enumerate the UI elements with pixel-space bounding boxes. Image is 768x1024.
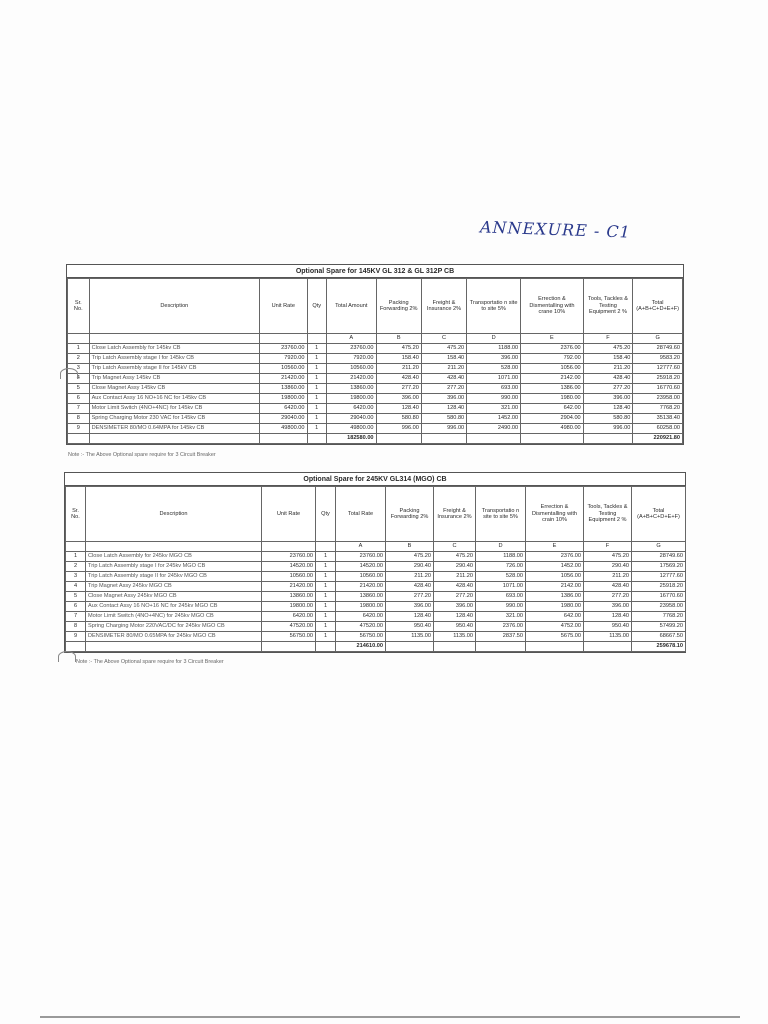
freight-cell: 1135.00 bbox=[434, 632, 476, 642]
qty-cell: 1 bbox=[316, 552, 336, 562]
qty-cell: 1 bbox=[316, 592, 336, 602]
freight-cell: 428.40 bbox=[434, 582, 476, 592]
erection-cell: 792.00 bbox=[521, 354, 584, 364]
qty-cell: 1 bbox=[316, 582, 336, 592]
transport-cell: 2490.00 bbox=[467, 424, 521, 434]
total-cell: 28749.60 bbox=[632, 552, 686, 562]
total-cell: 12777.60 bbox=[633, 364, 683, 374]
col-sr-no: Sr. No. bbox=[68, 279, 90, 334]
freight-cell: 950.40 bbox=[434, 622, 476, 632]
grand-total-cell: 259678.10 bbox=[632, 642, 686, 652]
column-letter: B bbox=[376, 334, 421, 344]
qty-cell: 1 bbox=[316, 612, 336, 622]
description-cell: Motor Limit Switch (4NO+4NC) for 245kv MGO CB bbox=[86, 612, 262, 622]
table-row bbox=[66, 622, 686, 632]
total-cell: 68667.50 bbox=[632, 632, 686, 642]
column-letter bbox=[86, 542, 262, 552]
total-cell: 7768.20 bbox=[633, 404, 683, 414]
column-letter: F bbox=[583, 334, 633, 344]
erection-cell: 2142.00 bbox=[526, 582, 584, 592]
tools-cell: 1135.00 bbox=[584, 632, 632, 642]
column-letter bbox=[307, 334, 326, 344]
tools-cell: 950.40 bbox=[584, 622, 632, 632]
empty-cell bbox=[584, 642, 632, 652]
amount-cell: 6420.00 bbox=[326, 404, 376, 414]
column-letter: D bbox=[476, 542, 526, 552]
empty-cell bbox=[68, 434, 90, 444]
qty-cell: 1 bbox=[307, 344, 326, 354]
qty-cell: 1 bbox=[316, 572, 336, 582]
table-row bbox=[68, 404, 683, 414]
sum-row bbox=[66, 642, 686, 652]
amount-cell: 29040.00 bbox=[326, 414, 376, 424]
total-cell: 25918.20 bbox=[633, 374, 683, 384]
col-qty: Qty bbox=[316, 487, 336, 542]
freight-cell: 580.80 bbox=[421, 414, 466, 424]
erection-cell: 1386.00 bbox=[521, 384, 584, 394]
qty-cell: 1 bbox=[307, 424, 326, 434]
erection-cell: 5675.00 bbox=[526, 632, 584, 642]
erection-cell: 2142.00 bbox=[521, 374, 584, 384]
table-row bbox=[68, 374, 683, 384]
tools-cell: 475.20 bbox=[584, 552, 632, 562]
total-cell: 35138.40 bbox=[633, 414, 683, 424]
tools-cell: 277.20 bbox=[583, 384, 633, 394]
transport-cell: 2376.00 bbox=[476, 622, 526, 632]
sr-no-cell: 6 bbox=[68, 394, 90, 404]
packing-cell: 1135.00 bbox=[386, 632, 434, 642]
empty-cell bbox=[526, 642, 584, 652]
transport-cell: 1452.00 bbox=[467, 414, 521, 424]
description-cell: Trip Magnet Assy 245kv MGO CB bbox=[86, 582, 262, 592]
col-unit-rate: Unit Rate bbox=[262, 487, 316, 542]
sum-amount-cell: 182580.00 bbox=[326, 434, 376, 444]
col-sr-no: Sr. No. bbox=[66, 487, 86, 542]
transport-cell: 1188.00 bbox=[467, 344, 521, 354]
sr-no-cell: 5 bbox=[66, 592, 86, 602]
qty-cell: 1 bbox=[316, 562, 336, 572]
description-cell: DENSIMETER 80/MO 0.64MPA for 145kv CB bbox=[89, 424, 259, 434]
unit-rate-cell: 21420.00 bbox=[260, 374, 307, 384]
col-packing: Packing Forwarding 2% bbox=[376, 279, 421, 334]
erection-cell: 1452.00 bbox=[526, 562, 584, 572]
qty-cell: 1 bbox=[307, 364, 326, 374]
packing-cell: 158.40 bbox=[376, 354, 421, 364]
column-letter-row bbox=[66, 542, 686, 552]
empty-cell bbox=[260, 434, 307, 444]
freight-cell: 158.40 bbox=[421, 354, 466, 364]
sr-no-cell: 3 bbox=[68, 364, 90, 374]
erection-cell: 2904.00 bbox=[521, 414, 584, 424]
table-row bbox=[66, 572, 686, 582]
sr-no-cell: 5 bbox=[68, 384, 90, 394]
empty-cell bbox=[376, 434, 421, 444]
amount-cell: 23760.00 bbox=[326, 344, 376, 354]
col-qty: Qty bbox=[307, 279, 326, 334]
unit-rate-cell: 10560.00 bbox=[262, 572, 316, 582]
total-cell: 60258.00 bbox=[633, 424, 683, 434]
column-letter: C bbox=[434, 542, 476, 552]
table-row bbox=[68, 354, 683, 364]
column-letter bbox=[68, 334, 90, 344]
amount-cell: 13860.00 bbox=[336, 592, 386, 602]
freight-cell: 277.20 bbox=[434, 592, 476, 602]
table2-note: Note :- The Above Optional spare require for 3 Circuit Breaker bbox=[76, 659, 224, 665]
column-letter bbox=[316, 542, 336, 552]
packing-cell: 128.40 bbox=[376, 404, 421, 414]
punch-hole-mark bbox=[60, 368, 78, 379]
qty-cell: 1 bbox=[307, 384, 326, 394]
description-cell: Close Latch Assembly for 245kv MGO CB bbox=[86, 552, 262, 562]
sr-no-cell: 4 bbox=[68, 374, 90, 384]
transport-cell: 321.00 bbox=[467, 404, 521, 414]
total-cell: 17569.20 bbox=[632, 562, 686, 572]
column-letter bbox=[260, 334, 307, 344]
table-caption: Optional Spare for 245KV GL314 (MGO) CB bbox=[65, 473, 685, 486]
spare-table bbox=[65, 486, 686, 652]
column-letter: G bbox=[632, 542, 686, 552]
column-letter: E bbox=[521, 334, 584, 344]
tools-cell: 428.40 bbox=[583, 374, 633, 384]
col-packing: Packing Forwarding 2% bbox=[386, 487, 434, 542]
col-transport: Transportatio n site to site 5% bbox=[476, 487, 526, 542]
amount-cell: 7920.00 bbox=[326, 354, 376, 364]
tools-cell: 128.40 bbox=[583, 404, 633, 414]
col-tools: Tools, Tackles & Testing Equipment 2 % bbox=[583, 279, 633, 334]
packing-cell: 950.40 bbox=[386, 622, 434, 632]
tools-cell: 396.00 bbox=[584, 602, 632, 612]
sr-no-cell: 6 bbox=[66, 602, 86, 612]
column-letter-row bbox=[68, 334, 683, 344]
total-cell: 9583.20 bbox=[633, 354, 683, 364]
unit-rate-cell: 7920.00 bbox=[260, 354, 307, 364]
erection-cell: 642.00 bbox=[526, 612, 584, 622]
column-letter bbox=[262, 542, 316, 552]
transport-cell: 990.00 bbox=[476, 602, 526, 612]
packing-cell: 211.20 bbox=[386, 572, 434, 582]
unit-rate-cell: 56750.00 bbox=[262, 632, 316, 642]
erection-cell: 4752.00 bbox=[526, 622, 584, 632]
packing-cell: 277.20 bbox=[376, 384, 421, 394]
qty-cell: 1 bbox=[307, 404, 326, 414]
tools-cell: 428.40 bbox=[584, 582, 632, 592]
tools-cell: 475.20 bbox=[583, 344, 633, 354]
column-letter: B bbox=[386, 542, 434, 552]
transport-cell: 1188.00 bbox=[476, 552, 526, 562]
freight-cell: 475.20 bbox=[434, 552, 476, 562]
amount-cell: 19800.00 bbox=[326, 394, 376, 404]
sum-row bbox=[68, 434, 683, 444]
empty-cell bbox=[521, 434, 584, 444]
erection-cell: 1056.00 bbox=[521, 364, 584, 374]
description-cell: Aux Contact Assy 16 NO+16 NC for 245kv MGO CB bbox=[86, 602, 262, 612]
amount-cell: 23760.00 bbox=[336, 552, 386, 562]
description-cell: Trip Latch Assembly stage I for 145kv CB bbox=[89, 354, 259, 364]
annexure-label: ANNEXURE - C1 bbox=[479, 217, 632, 242]
tools-cell: 580.80 bbox=[583, 414, 633, 424]
tools-cell: 396.00 bbox=[583, 394, 633, 404]
packing-cell: 290.40 bbox=[386, 562, 434, 572]
description-cell: Spring Charging Motor 230 VAC for 145kv CB bbox=[89, 414, 259, 424]
description-cell: Aux Contact Assy 16 NO+16 NC for 145kv CB bbox=[89, 394, 259, 404]
description-cell: Trip Magnet Assy 145kv CB bbox=[89, 374, 259, 384]
sr-no-cell: 2 bbox=[68, 354, 90, 364]
erection-cell: 1980.00 bbox=[526, 602, 584, 612]
table-row bbox=[68, 414, 683, 424]
transport-cell: 528.00 bbox=[476, 572, 526, 582]
tools-cell: 290.40 bbox=[584, 562, 632, 572]
amount-cell: 47520.00 bbox=[336, 622, 386, 632]
packing-cell: 428.40 bbox=[376, 374, 421, 384]
column-letter: F bbox=[584, 542, 632, 552]
transport-cell: 693.00 bbox=[467, 384, 521, 394]
empty-cell bbox=[86, 642, 262, 652]
packing-cell: 475.20 bbox=[376, 344, 421, 354]
column-letter: A bbox=[326, 334, 376, 344]
table-row bbox=[68, 384, 683, 394]
table-row bbox=[66, 632, 686, 642]
table1-note: Note :- The Above Optional spare require for 3 Circuit Breaker bbox=[68, 452, 216, 458]
sr-no-cell: 7 bbox=[66, 612, 86, 622]
description-cell: Motor Limit Switch (4NO+4NC) for 145kv CB bbox=[89, 404, 259, 414]
col-description: Description bbox=[89, 279, 259, 334]
freight-cell: 128.40 bbox=[434, 612, 476, 622]
description-cell: Close Magnet Assy 245kv MGO CB bbox=[86, 592, 262, 602]
scan-edge bbox=[40, 1016, 740, 1018]
total-cell: 57499.20 bbox=[632, 622, 686, 632]
erection-cell: 4980.00 bbox=[521, 424, 584, 434]
freight-cell: 290.40 bbox=[434, 562, 476, 572]
column-letter: E bbox=[526, 542, 584, 552]
freight-cell: 128.40 bbox=[421, 404, 466, 414]
sr-no-cell: 2 bbox=[66, 562, 86, 572]
qty-cell: 1 bbox=[307, 354, 326, 364]
freight-cell: 277.20 bbox=[421, 384, 466, 394]
tools-cell: 128.40 bbox=[584, 612, 632, 622]
transport-cell: 321.00 bbox=[476, 612, 526, 622]
amount-cell: 13860.00 bbox=[326, 384, 376, 394]
qty-cell: 1 bbox=[316, 622, 336, 632]
column-letter: C bbox=[421, 334, 466, 344]
packing-cell: 580.80 bbox=[376, 414, 421, 424]
transport-cell: 1071.00 bbox=[467, 374, 521, 384]
freight-cell: 211.20 bbox=[421, 364, 466, 374]
col-total-rate: Total Rate bbox=[336, 487, 386, 542]
sr-no-cell: 1 bbox=[66, 552, 86, 562]
col-unit-rate: Unit Rate bbox=[260, 279, 307, 334]
unit-rate-cell: 13860.00 bbox=[262, 592, 316, 602]
empty-cell bbox=[66, 642, 86, 652]
unit-rate-cell: 29040.00 bbox=[260, 414, 307, 424]
description-cell: Trip Latch Assembly stage I for 245kv MGO CB bbox=[86, 562, 262, 572]
transport-cell: 396.00 bbox=[467, 354, 521, 364]
empty-cell bbox=[386, 642, 434, 652]
spare-table-145kv bbox=[66, 264, 684, 445]
unit-rate-cell: 21420.00 bbox=[262, 582, 316, 592]
table-row bbox=[66, 562, 686, 572]
erection-cell: 1056.00 bbox=[526, 572, 584, 582]
table-row bbox=[66, 582, 686, 592]
amount-cell: 10560.00 bbox=[326, 364, 376, 374]
sr-no-cell: 4 bbox=[66, 582, 86, 592]
col-total-amount: Total Amount bbox=[326, 279, 376, 334]
tools-cell: 211.20 bbox=[583, 364, 633, 374]
grand-total-cell: 220921.80 bbox=[633, 434, 683, 444]
packing-cell: 428.40 bbox=[386, 582, 434, 592]
table-row bbox=[66, 552, 686, 562]
packing-cell: 396.00 bbox=[386, 602, 434, 612]
tools-cell: 211.20 bbox=[584, 572, 632, 582]
sr-no-cell: 7 bbox=[68, 404, 90, 414]
amount-cell: 49800.00 bbox=[326, 424, 376, 434]
transport-cell: 528.00 bbox=[467, 364, 521, 374]
column-letter: G bbox=[633, 334, 683, 344]
sr-no-cell: 9 bbox=[66, 632, 86, 642]
tools-cell: 158.40 bbox=[583, 354, 633, 364]
freight-cell: 396.00 bbox=[421, 394, 466, 404]
erection-cell: 2376.00 bbox=[521, 344, 584, 354]
freight-cell: 475.20 bbox=[421, 344, 466, 354]
table-row bbox=[66, 592, 686, 602]
description-cell: DENSIMETER 80/MO 0.65MPA for 245kv MGO CB bbox=[86, 632, 262, 642]
qty-cell: 1 bbox=[316, 602, 336, 612]
column-letter bbox=[66, 542, 86, 552]
total-cell: 23958.00 bbox=[633, 394, 683, 404]
col-transport: Transportatio n site to site 5% bbox=[467, 279, 521, 334]
unit-rate-cell: 49800.00 bbox=[260, 424, 307, 434]
table-row bbox=[68, 344, 683, 354]
unit-rate-cell: 19800.00 bbox=[260, 394, 307, 404]
col-erection: Errection & Dismentalling with crain 10% bbox=[526, 487, 584, 542]
qty-cell: 1 bbox=[307, 374, 326, 384]
erection-cell: 1980.00 bbox=[521, 394, 584, 404]
total-cell: 25918.20 bbox=[632, 582, 686, 592]
sr-no-cell: 8 bbox=[68, 414, 90, 424]
description-cell: Close Magnet Assy 145kv CB bbox=[89, 384, 259, 394]
transport-cell: 726.00 bbox=[476, 562, 526, 572]
empty-cell bbox=[262, 642, 316, 652]
column-letter: D bbox=[467, 334, 521, 344]
freight-cell: 428.40 bbox=[421, 374, 466, 384]
qty-cell: 1 bbox=[307, 414, 326, 424]
total-cell: 7768.20 bbox=[632, 612, 686, 622]
erection-cell: 642.00 bbox=[521, 404, 584, 414]
col-erection: Errection & Dismentalling with crane 10% bbox=[521, 279, 584, 334]
spare-table-245kv bbox=[64, 472, 686, 653]
unit-rate-cell: 14520.00 bbox=[262, 562, 316, 572]
empty-cell bbox=[316, 642, 336, 652]
transport-cell: 693.00 bbox=[476, 592, 526, 602]
column-letter bbox=[89, 334, 259, 344]
sum-amount-cell: 214610.00 bbox=[336, 642, 386, 652]
total-cell: 23958.00 bbox=[632, 602, 686, 612]
unit-rate-cell: 6420.00 bbox=[262, 612, 316, 622]
empty-cell bbox=[467, 434, 521, 444]
unit-rate-cell: 10560.00 bbox=[260, 364, 307, 374]
amount-cell: 10560.00 bbox=[336, 572, 386, 582]
unit-rate-cell: 19800.00 bbox=[262, 602, 316, 612]
transport-cell: 2837.50 bbox=[476, 632, 526, 642]
table-caption: Optional Spare for 145KV GL 312 & GL 312P CB bbox=[67, 265, 683, 278]
spare-table bbox=[67, 278, 683, 444]
col-total: Total (A+B+C+D+E+F) bbox=[633, 279, 683, 334]
erection-cell: 1386.00 bbox=[526, 592, 584, 602]
col-freight: Freight & Insurance 2% bbox=[434, 487, 476, 542]
sr-no-cell: 8 bbox=[66, 622, 86, 632]
amount-cell: 19800.00 bbox=[336, 602, 386, 612]
sr-no-cell: 3 bbox=[66, 572, 86, 582]
transport-cell: 990.00 bbox=[467, 394, 521, 404]
transport-cell: 1071.00 bbox=[476, 582, 526, 592]
sr-no-cell: 9 bbox=[68, 424, 90, 434]
description-cell: Trip Latch Assembly stage II for 145kV CB bbox=[89, 364, 259, 374]
table-row bbox=[66, 612, 686, 622]
empty-cell bbox=[434, 642, 476, 652]
packing-cell: 277.20 bbox=[386, 592, 434, 602]
tools-cell: 996.00 bbox=[583, 424, 633, 434]
total-cell: 16770.60 bbox=[632, 592, 686, 602]
erection-cell: 2376.00 bbox=[526, 552, 584, 562]
sr-no-cell: 1 bbox=[68, 344, 90, 354]
qty-cell: 1 bbox=[307, 394, 326, 404]
freight-cell: 396.00 bbox=[434, 602, 476, 612]
col-description: Description bbox=[86, 487, 262, 542]
amount-cell: 56750.00 bbox=[336, 632, 386, 642]
freight-cell: 211.20 bbox=[434, 572, 476, 582]
qty-cell: 1 bbox=[316, 632, 336, 642]
empty-cell bbox=[89, 434, 259, 444]
column-letter: A bbox=[336, 542, 386, 552]
unit-rate-cell: 13860.00 bbox=[260, 384, 307, 394]
description-cell: Spring Charging Motor 220VAC/DC for 245kv MGO CB bbox=[86, 622, 262, 632]
total-cell: 12777.60 bbox=[632, 572, 686, 582]
table-row bbox=[68, 364, 683, 374]
packing-cell: 128.40 bbox=[386, 612, 434, 622]
col-tools: Tools, Tackles & Testing Equipment 2 % bbox=[584, 487, 632, 542]
amount-cell: 21420.00 bbox=[326, 374, 376, 384]
amount-cell: 6420.00 bbox=[336, 612, 386, 622]
table-row bbox=[68, 424, 683, 434]
punch-hole-mark bbox=[58, 651, 76, 662]
total-cell: 28749.60 bbox=[633, 344, 683, 354]
unit-rate-cell: 23760.00 bbox=[262, 552, 316, 562]
packing-cell: 996.00 bbox=[376, 424, 421, 434]
unit-rate-cell: 47520.00 bbox=[262, 622, 316, 632]
col-total: Total (A+B+C+D+E+F) bbox=[632, 487, 686, 542]
amount-cell: 21420.00 bbox=[336, 582, 386, 592]
unit-rate-cell: 6420.00 bbox=[260, 404, 307, 414]
empty-cell bbox=[476, 642, 526, 652]
unit-rate-cell: 23760.00 bbox=[260, 344, 307, 354]
packing-cell: 396.00 bbox=[376, 394, 421, 404]
empty-cell bbox=[583, 434, 633, 444]
table-row bbox=[68, 394, 683, 404]
total-cell: 16770.60 bbox=[633, 384, 683, 394]
table-row bbox=[66, 602, 686, 612]
tools-cell: 277.20 bbox=[584, 592, 632, 602]
empty-cell bbox=[421, 434, 466, 444]
col-freight: Freight & Insurance 2% bbox=[421, 279, 466, 334]
description-cell: Trip Latch Assembly stage II for 245kv MGO CB bbox=[86, 572, 262, 582]
empty-cell bbox=[307, 434, 326, 444]
description-cell: Close Latch Assembly for 145kv CB bbox=[89, 344, 259, 354]
amount-cell: 14520.00 bbox=[336, 562, 386, 572]
packing-cell: 475.20 bbox=[386, 552, 434, 562]
packing-cell: 211.20 bbox=[376, 364, 421, 374]
freight-cell: 996.00 bbox=[421, 424, 466, 434]
